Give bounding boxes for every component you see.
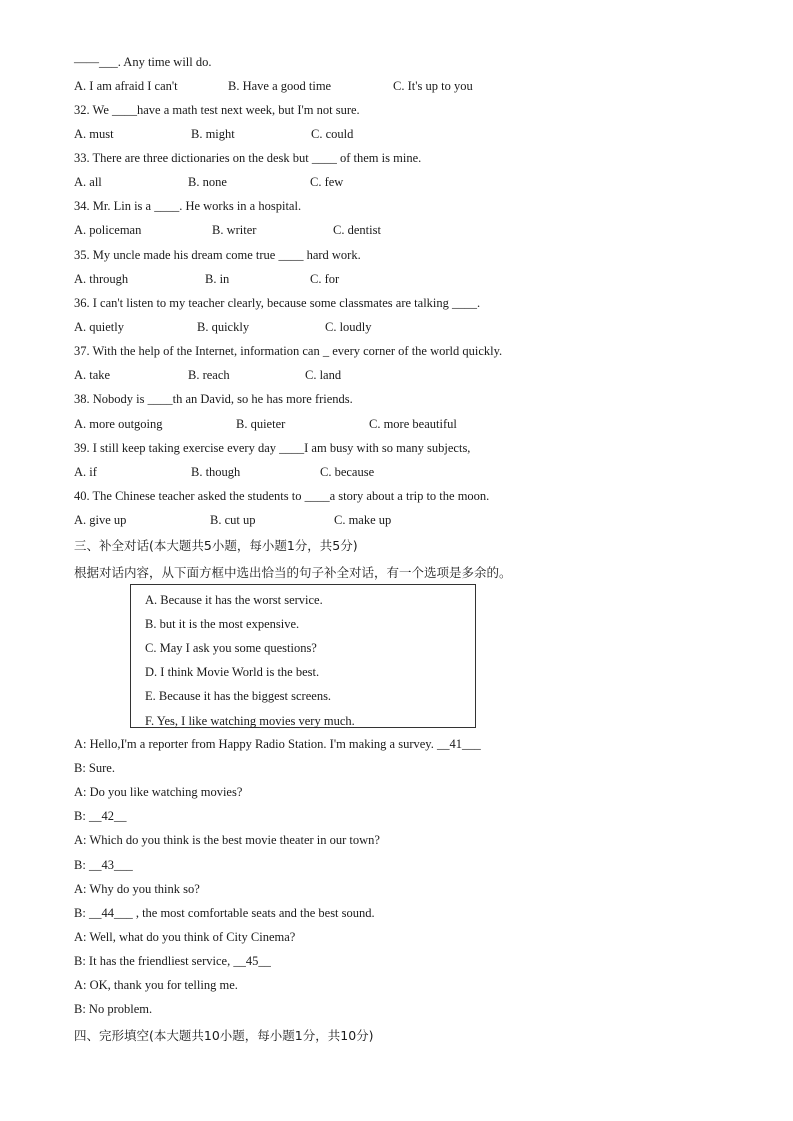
section-3-instruction: 根据对话内容，从下面方框中选出恰当的句子补全对话，有一个选项是多余的。 [74,565,512,580]
question-35-option-b: B. in [205,272,230,286]
question-38-option-b: B. quieter [236,417,286,431]
question-32-option-a: A. must [74,127,114,141]
dialogue-line [74,881,200,897]
dialogue-text: B: [74,906,89,920]
dialogue-line [74,760,115,776]
section-3-heading: 三、补全对话(本大题共5小题，每小题1分，共5分) [74,538,358,553]
question-40-stem: 40. The Chinese teacher asked the students to ____a story about a trip to the moon. [74,489,490,503]
question-36-stem: 36. I can't listen to my teacher clearly, because some classmates are talking ____. [74,296,481,310]
question-33-stem: 33. There are three dictionaries on the desk but ____ of them is mine. [74,151,422,165]
box-option-a: A. Because it has the worst service. [145,593,323,607]
dialogue-text: , the most comfortable seats and the best sound. [132,906,375,920]
question-33-option-c: C. few [310,175,344,189]
question-32-stem: 32. We ____have a math test next week, but I'm not sure. [74,103,360,117]
question-31-option-b: B. Have a good time [228,79,332,93]
dialogue-text: B: [74,809,89,823]
dialogue-text: A: Which do you think is the best movie theater in our town? [74,833,380,847]
dialogue-line [74,1001,152,1017]
question-36-option-a: A. quietly [74,320,124,334]
question-38-stem: 38. Nobody is ____th an David, so he has more friends. [74,392,353,406]
box-option-d: D. I think Movie World is the best. [145,665,320,679]
question-37-stem: 37. With the help of the Internet, information can _ every corner of the world quickly. [74,344,503,358]
question-38-option-c: C. more beautiful [369,417,457,431]
dialogue-blank-44: __44___ [88,906,133,920]
question-40-option-a: A. give up [74,513,127,527]
dialogue-text: B: Sure. [74,761,115,775]
question-36-option-b: B. quickly [197,320,250,334]
question-40-option-c: C. make up [334,513,392,527]
dialogue-line [74,905,375,921]
dialogue-blank-43: __43___ [88,858,133,872]
dialogue-blank-45: __45__ [233,954,271,968]
question-38-option-a: A. more outgoing [74,417,163,431]
dialogue-text: B: No problem. [74,1002,153,1016]
dialogue-line [74,832,380,848]
question-31-stem: ——___. Any time will do. [74,55,212,69]
question-35-option-a: A. through [74,272,129,286]
dialogue-text: A: Why do you think so? [74,882,200,896]
box-option-f: F. Yes, I like watching movies very much. [145,714,355,728]
dialogue-text: B: It has the friendliest service, [74,954,234,968]
question-33-option-a: A. all [74,175,102,189]
question-34-option-a: A. policeman [74,223,142,237]
question-39-option-c: C. because [320,465,375,479]
question-34-option-c: C. dentist [333,223,381,237]
question-35-stem: 35. My uncle made his dream come true ____ hard work. [74,248,361,262]
question-39-option-a: A. if [74,465,97,479]
dialogue-line [74,784,242,800]
question-33-option-b: B. none [188,175,227,189]
dialogue-text: A: Hello,I'm a reporter from Happy Radio Station. I'm making a survey. [74,737,437,751]
question-32-option-b: B. might [191,127,235,141]
dialogue-text: A: Well, what do you think of City Cinema? [74,930,296,944]
section-4-heading: 四、完形填空(本大题共10小题，每小题1分，共10分) [74,1028,374,1043]
dialogue-text: A: OK, thank you for telling me. [74,978,238,992]
dialogue-line [74,736,481,752]
box-option-b: B. but it is the most expensive. [145,617,300,631]
question-31-option-a: A. I am afraid I can't [74,79,178,93]
question-37-option-c: C. land [305,368,342,382]
box-option-e: E. Because it has the biggest screens. [145,689,332,703]
dialogue-blank-42: __42__ [88,809,127,823]
dialogue-line [74,808,126,824]
question-40-option-b: B. cut up [210,513,256,527]
question-36-option-c: C. loudly [325,320,372,334]
question-39-option-b: B. though [191,465,241,479]
question-34-stem: 34. Mr. Lin is a ____. He works in a hospital. [74,199,302,213]
box-option-c: C. May I ask you some questions? [145,641,317,655]
question-32-option-c: C. could [311,127,354,141]
dialogue-text: A: Do you like watching movies? [74,785,243,799]
question-34-option-b: B. writer [212,223,257,237]
question-31-option-c: C. It's up to you [393,79,473,93]
dialogue-blank-41: __41___ [436,737,481,751]
dialogue-line [74,977,238,993]
dialogue-line [74,857,133,873]
question-37-option-b: B. reach [188,368,230,382]
options-box [130,584,476,728]
dialogue-text: B: [74,858,89,872]
dialogue-line [74,953,271,969]
question-35-option-c: C. for [310,272,340,286]
question-39-stem: 39. I still keep taking exercise every day ____I am busy with so many subjects, [74,441,471,455]
dialogue-line [74,929,295,945]
question-37-option-a: A. take [74,368,111,382]
